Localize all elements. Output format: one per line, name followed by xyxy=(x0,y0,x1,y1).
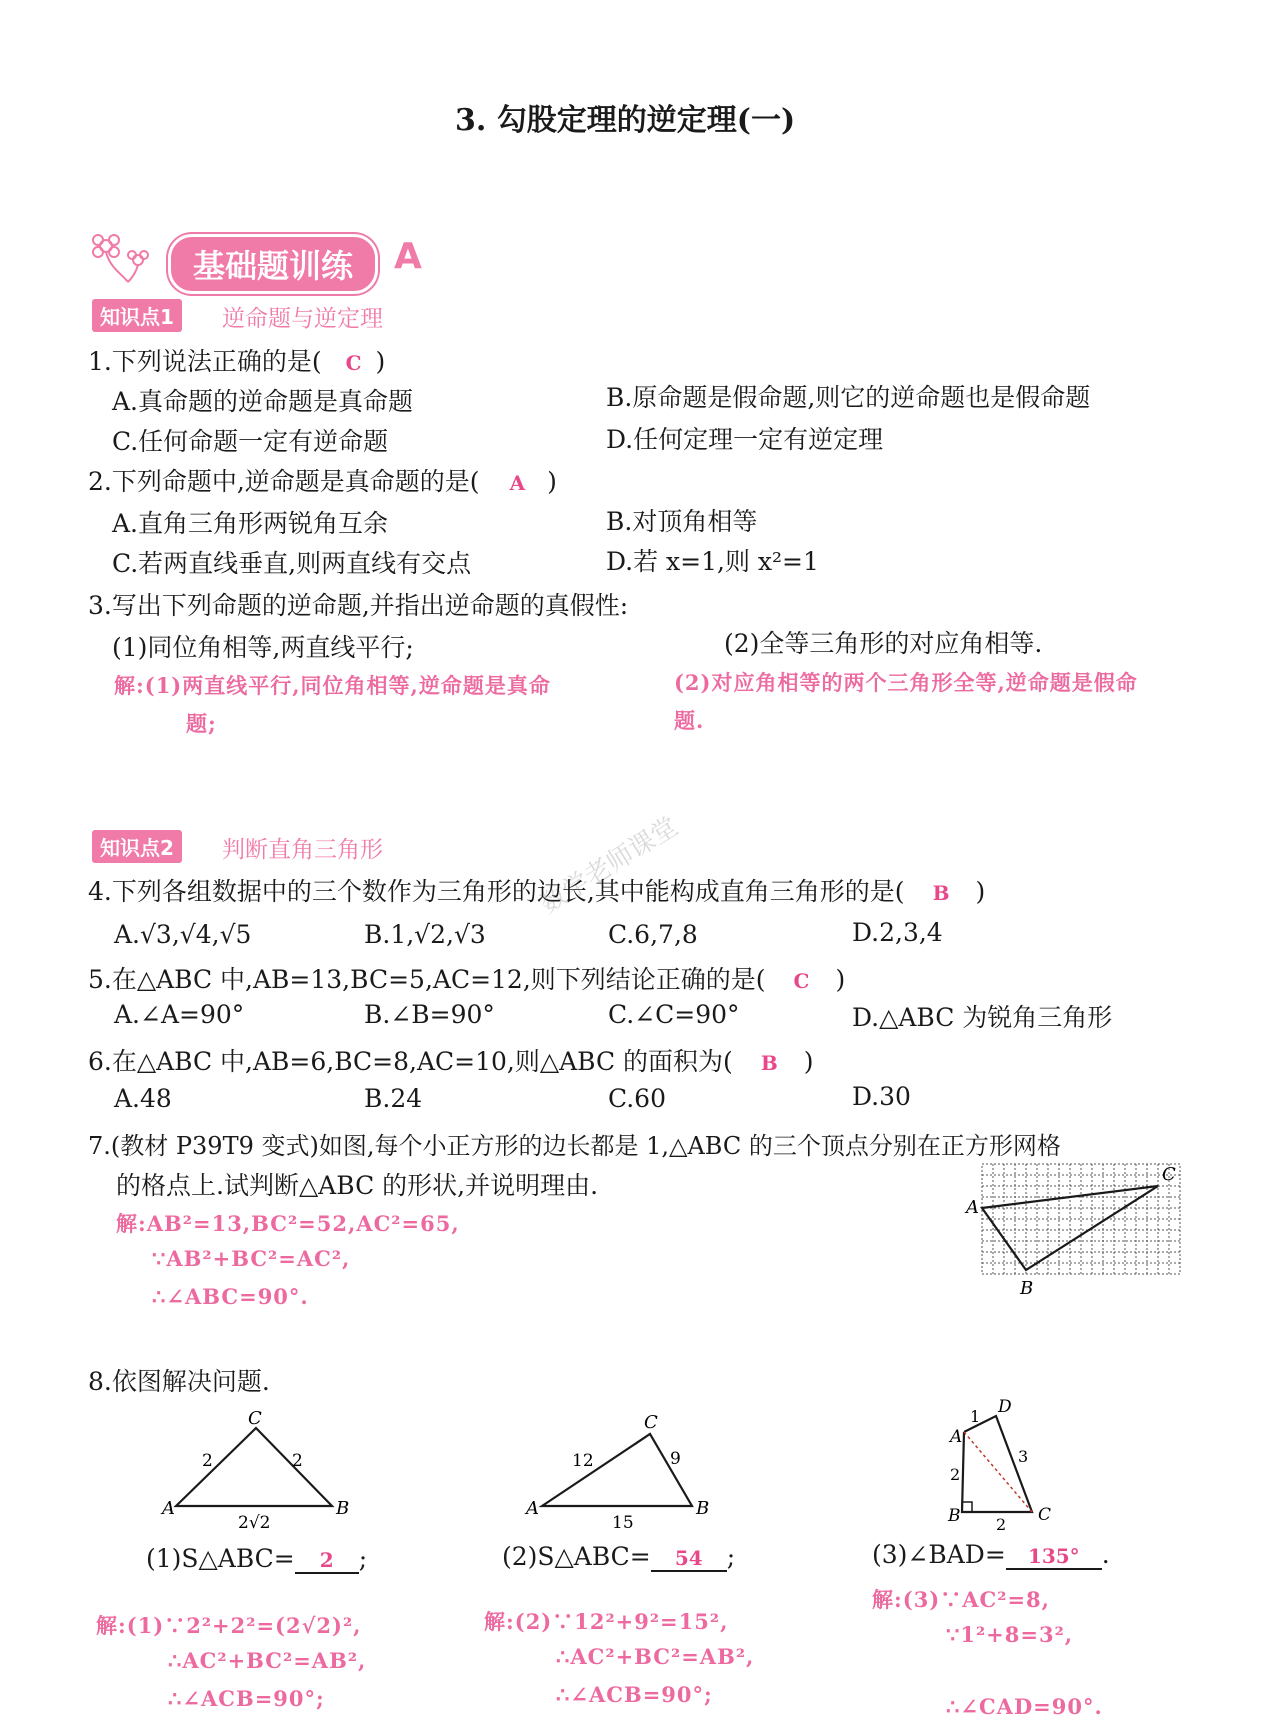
q1-option-a: A.真命题的逆命题是真命题 xyxy=(112,387,414,416)
flower-icon xyxy=(88,228,158,284)
q3-solution2-line1: (2)对应角相等的两个三角形全等,逆命题是假命 xyxy=(674,670,1138,695)
q7-label-b: B xyxy=(1020,1278,1034,1299)
section-banner-letter: A xyxy=(394,236,422,277)
svg-text:12: 12 xyxy=(572,1451,594,1471)
q2-option-d: D.若 x=1,则 x²=1 xyxy=(606,547,819,576)
svg-text:C: C xyxy=(644,1412,658,1433)
q3-stem: 3.写出下列命题的逆命题,并指出逆命题的真假性: xyxy=(88,591,629,620)
kp2-badge: 知识点2 xyxy=(92,830,182,863)
q3-part2: (2)全等三角形的对应角相等. xyxy=(724,629,1043,658)
q5-option-b: B.∠B=90° xyxy=(364,1000,495,1029)
svg-text:A: A xyxy=(950,1427,963,1447)
kp2-title: 判断直角三角形 xyxy=(222,837,383,863)
svg-text:C: C xyxy=(248,1410,262,1429)
section-banner: 基础题训练 xyxy=(168,234,378,294)
q7-solution-line2: ∵AB²+BC²=AC², xyxy=(152,1246,351,1271)
q8-figure3 xyxy=(940,1396,1070,1536)
q5-stem: 5.在△ABC 中,AB=13,BC=5,AC=12,则下列结论正确的是( C ) xyxy=(88,965,846,994)
q8-solution2-line1: 解:(2)∵12²+9²=15², xyxy=(484,1609,729,1634)
q8-part2-answer: 54 xyxy=(651,1546,727,1572)
q1-option-c: C.任何命题一定有逆命题 xyxy=(112,427,389,456)
q7-solution-line3: ∴∠ABC=90°. xyxy=(152,1284,309,1309)
q6-answer: B xyxy=(760,1051,778,1075)
q4-option-c: C.6,7,8 xyxy=(608,920,698,949)
q3-solution1-line2: 题; xyxy=(186,711,217,736)
q6-option-c: C.60 xyxy=(608,1084,666,1113)
q8-solution3-line2: ∵1²+8=3², xyxy=(946,1622,1074,1647)
q8-part3: (3)∠BAD= 135° . xyxy=(872,1540,1110,1569)
q2-option-b: B.对顶角相等 xyxy=(606,507,758,536)
q7-solution-line1: 解:AB²=13,BC²=52,AC²=65, xyxy=(116,1211,460,1236)
q8-part2: (2)S△ABC= 54 ; xyxy=(502,1542,736,1571)
q3-part1: (1)同位角相等,两直线平行; xyxy=(112,633,414,662)
svg-text:9: 9 xyxy=(670,1449,681,1469)
q1-option-d: D.任何定理一定有逆定理 xyxy=(606,425,884,454)
svg-text:C: C xyxy=(1038,1505,1052,1525)
q8-solution2-line3: ∴∠ACB=90°; xyxy=(556,1682,713,1707)
q8-solution1-line3: ∴∠ACB=90°; xyxy=(168,1686,325,1711)
q1-stem: 1.下列说法正确的是( C ) xyxy=(88,347,386,376)
q3-solution2-line2: 题. xyxy=(674,708,705,733)
q8-stem: 8.依图解决问题. xyxy=(88,1367,270,1396)
svg-text:2: 2 xyxy=(292,1451,303,1471)
svg-text:2√2: 2√2 xyxy=(238,1513,271,1530)
svg-text:B: B xyxy=(696,1498,710,1519)
q8-solution1-line2: ∴AC²+BC²=AB², xyxy=(168,1648,367,1673)
q5-option-a: A.∠A=90° xyxy=(114,1000,245,1029)
q4-option-b: B.1,√2,√3 xyxy=(364,920,486,949)
svg-text:A: A xyxy=(162,1498,175,1519)
q4-option-a: A.√3,√4,√5 xyxy=(114,920,252,949)
svg-text:15: 15 xyxy=(612,1513,634,1528)
q1-answer: C xyxy=(345,351,362,375)
svg-text:2: 2 xyxy=(996,1515,1007,1534)
q5-answer: C xyxy=(793,969,810,993)
svg-text:A: A xyxy=(526,1498,539,1519)
svg-text:B: B xyxy=(948,1506,961,1526)
q8-figure1 xyxy=(160,1410,360,1530)
q8-solution2-line2: ∴AC²+BC²=AB², xyxy=(556,1644,755,1669)
q8-part3-answer: 135° xyxy=(1006,1544,1102,1570)
svg-text:2: 2 xyxy=(950,1465,961,1484)
q6-option-b: B.24 xyxy=(364,1084,423,1113)
q6-option-d: D.30 xyxy=(852,1082,911,1111)
q8-solution3-line3: ∴∠CAD=90°. xyxy=(946,1694,1103,1719)
svg-text:1: 1 xyxy=(970,1407,981,1426)
watermark: 数学老师课堂 xyxy=(535,811,684,920)
q8-solution3-line1: 解:(3)∵AC²=8, xyxy=(872,1587,1050,1612)
q7-label-c: C xyxy=(1162,1164,1176,1185)
q4-answer: B xyxy=(932,881,950,905)
svg-text:B: B xyxy=(336,1498,350,1519)
q2-stem: 2.下列命题中,逆命题是真命题的是( A ) xyxy=(88,467,557,496)
kp1-title: 逆命题与逆定理 xyxy=(222,306,383,332)
q4-stem: 4.下列各组数据中的三个数作为三角形的边长,其中能构成直角三角形的是( B ) xyxy=(88,877,986,906)
q7-stem-line1: 7.(教材 P39T9 变式)如图,每个小正方形的边长都是 1,△ABC 的三个顶点分别在正方形网格 xyxy=(88,1132,1061,1160)
q4-option-d: D.2,3,4 xyxy=(852,918,943,947)
q1-option-b: B.原命题是假命题,则它的逆命题也是假命题 xyxy=(606,383,1091,412)
q8-part1-answer: 2 xyxy=(295,1548,359,1574)
svg-text:2: 2 xyxy=(202,1451,213,1471)
q6-option-a: A.48 xyxy=(114,1084,172,1113)
q2-option-c: C.若两直线垂直,则两直线有交点 xyxy=(112,549,472,578)
kp1-badge: 知识点1 xyxy=(92,299,182,332)
q7-label-a: A xyxy=(966,1197,979,1218)
q6-stem: 6.在△ABC 中,AB=6,BC=8,AC=10,则△ABC 的面积为( B ) xyxy=(88,1047,814,1076)
page-title: 3. 勾股定理的逆定理(一) xyxy=(455,103,796,138)
svg-text:D: D xyxy=(998,1397,1012,1417)
q8-figure2 xyxy=(520,1408,720,1528)
q8-part1: (1)S△ABC= 2 ; xyxy=(146,1544,368,1573)
q5-option-c: C.∠C=90° xyxy=(608,1000,740,1029)
q5-option-d: D.△ABC 为锐角三角形 xyxy=(852,1003,1113,1032)
q7-grid-figure xyxy=(960,1160,1190,1300)
q7-stem-line2: 的格点上.试判断△ABC 的形状,并说明理由. xyxy=(116,1171,599,1200)
q2-answer: A xyxy=(509,471,526,495)
svg-text:3: 3 xyxy=(1018,1447,1029,1466)
q8-solution1-line1: 解:(1)∵2²+2²=(2√2)², xyxy=(96,1613,362,1638)
q3-solution1-line1: 解:(1)两直线平行,同位角相等,逆命题是真命 xyxy=(114,673,551,698)
q2-option-a: A.直角三角形两锐角互余 xyxy=(112,509,389,538)
